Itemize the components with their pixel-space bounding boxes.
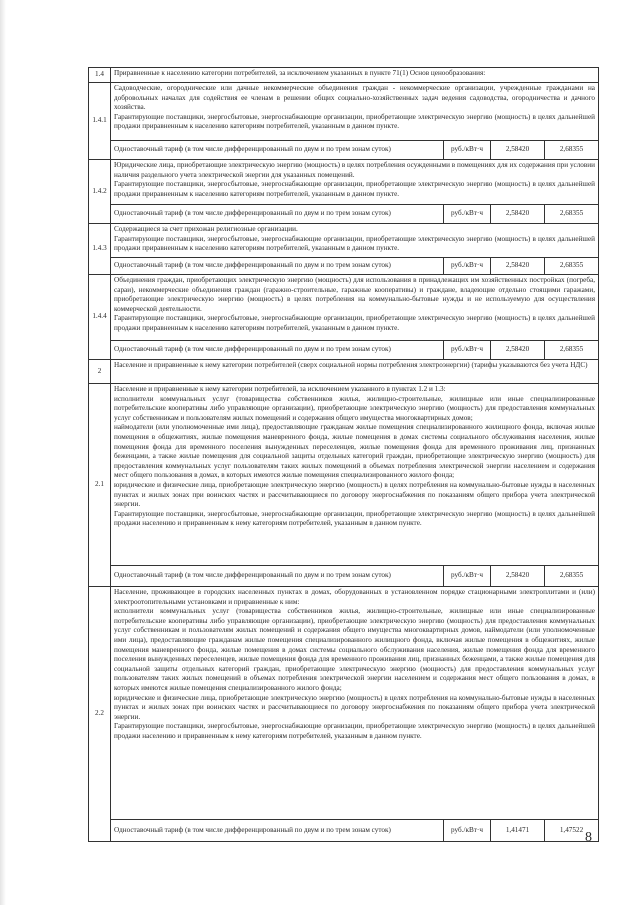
tariff-value-second-half: 2,68355 <box>545 205 599 224</box>
paragraph: наймодатели (или уполномоченные ими лица), предоставляющие гражданам жилые помещения специализированного жилищного фонда, включая жилые помещения в общежитиях, жилые помещения маневренного фонда, жилые помещения в домах системы социального обслуживания населения, жилые помещения фонда для временного поселения вынужденных переселенцев, жилые помещения фонда для временного проживания лиц, признанных беженцами, а также жилые помещения для социальной защиты отдельных категорий граждан, приобретающие электрическую энергию (мощность) для предоставления коммунальных услуг пользователям таких жилых помещений в объемах потребления электрической энергии населением и содержания мест общего пользования в домах, в которых имеются жилые помещения специализированного жилого фонда; <box>114 423 595 480</box>
tariff-unit: руб./кВт·ч <box>444 341 491 360</box>
page-number: 8 <box>585 830 592 845</box>
tariff-unit: руб./кВт·ч <box>444 205 491 224</box>
tariff-label: Одноставочный тариф (в том числе дифференцированный по двум и по трем зонам суток) <box>111 566 444 587</box>
tariff-value-second-half: 2,68355 <box>545 341 599 360</box>
tariff-value-second-half: 2,68355 <box>545 566 599 587</box>
category-description <box>111 160 599 205</box>
category-description-row <box>89 275 599 341</box>
tariff-unit: руб./кВт·ч <box>444 258 491 275</box>
category-description <box>111 224 599 258</box>
section-header-row <box>89 360 599 384</box>
tariff-label: Одноставочный тариф (в том числе дифференцированный по двум и по трем зонам суток) <box>111 820 444 842</box>
row-number: 1.4.1 <box>89 83 111 160</box>
category-description <box>111 275 599 341</box>
paragraph: Садоводческие, огороднические или дачные некоммерческие объединения граждан - некоммерческие организации, учрежденные гражданами на добровольных началах для содействия ее членам в решении общих социально-хозяйственных задач ведения садоводства, огородничества и дачного хозяйства. <box>114 84 595 112</box>
tariff-row <box>89 258 599 275</box>
tariff-value-first-half: 2,58420 <box>491 205 545 224</box>
row-number: 1.4.2 <box>89 160 111 224</box>
paragraph: Гарантирующие поставщики, энергосбытовые, энергоснабжающие организации, приобретающие электрическую энергию (мощность) в целях дальнейшей продажи приравненным к населению категориям потребителей, указанным в данном пункте. <box>114 314 595 332</box>
paragraph: исполнители коммунальных услуг (товарищества собственников жилья, жилищно-строительные, жилищные или иные специализированные потребительские кооперативы либо управляющие организации), приобретающие электрическую энергию (мощность) для предоставления коммунальных услуг собственникам и пользователям жилых помещений и содержания общего имущества многоквартирных домов; <box>114 394 595 422</box>
tariff-label: Одноставочный тариф (в том числе дифференцированный по двум и по трем зонам суток) <box>111 205 444 224</box>
scan-shadow <box>0 0 6 905</box>
category-description-row <box>89 224 599 258</box>
row-number: 1.4 <box>89 68 111 83</box>
category-description <box>111 587 599 820</box>
category-description-row <box>89 587 599 820</box>
category-description-row <box>89 83 599 141</box>
tariff-unit: руб./кВт·ч <box>444 820 491 842</box>
tariff-table <box>88 67 599 842</box>
paragraph: исполнители коммунальных услуг (товарищества собственников жилья, жилищно-строительные, жилищные или иные специализированные потребительские кооперативы либо управляющие организации), приобретающие электрическую энергию (мощность) для предоставления коммунальных услуг собственникам и пользователям жилых помещений и содержания общего имущества многоквартирных домов, наймодатели (или уполномоченные ими лица), предоставляющие гражданам жилые помещения специализированного жилищного фонда, включая жилые помещения в общежитиях, жилые помещения маневренного фонда, жилые помещения в домах системы социального обслуживания населения, жилые помещения фонда для временного поселения вынужденных переселенцев, жилые помещения фонда для временного проживания лиц, признанных беженцами, а также жилые помещения для социальной защиты отдельных категорий граждан, приобретающие электрическую энергию (мощность) для предоставления коммунальных услуг пользователям таких жилых помещений в объемах потребления электрической энергии населением и содержания мест общего пользования в домах, в которых имеются жилые помещения специализированного жилого фонда; <box>114 607 595 692</box>
paragraph: Гарантирующие поставщики, энергосбытовые, энергоснабжающие организации, приобретающие электрическую энергию (мощность) в целях дальнейшей продажи приравненным к населению категориям потребителей, указанным в данном пункте. <box>114 112 595 131</box>
paragraph: Гарантирующие поставщики, энергосбытовые, энергоснабжающие организации, приобретающие электрическую энергию (мощность) в целях дальнейшей продажи приравненным к населению категориям потребителей, указанным в данном пункте. <box>114 234 595 253</box>
row-number: 1.4.3 <box>89 224 111 275</box>
tariff-row <box>89 341 599 360</box>
tariff-value-second-half: 2,68355 <box>545 141 599 160</box>
paragraph: Гарантирующие поставщики, энергосбытовые, энергоснабжающие организации, приобретающие электрическую энергию (мощность) в целях дальнейшей продажи населению и приравненным к нему категориям потребителей, указанным в данном пункте. <box>114 509 595 528</box>
tariff-value-second-half: 2,68355 <box>545 258 599 275</box>
paragraph: Юридические лица, приобретающие электрическую энергию (мощность) в целях потребления осужденными в помещениях для их содержания при условии наличия раздельного учета электрической энергии для указанных помещений. <box>114 161 595 179</box>
paragraph: Население и приравненные к нему категории потребителей, за исключением указанного в пунктах 1.2 и 1.3: <box>114 385 446 393</box>
section-header-row <box>89 68 599 83</box>
tariff-label: Одноставочный тариф (в том числе дифференцированный по двум и по трем зонам суток) <box>111 258 444 275</box>
section-header-text: Население и приравненные к нему категории потребителей (сверх социальной нормы потребления электроэнергии) (тарифы указываются без учета НДС) <box>111 360 599 384</box>
row-number: 2 <box>89 360 111 384</box>
tariff-label: Одноставочный тариф (в том числе дифференцированный по двум и по трем зонам суток) <box>111 341 444 360</box>
row-number: 2.2 <box>89 587 111 842</box>
tariff-value-first-half: 2,58420 <box>491 258 545 275</box>
paragraph: Гарантирующие поставщики, энергосбытовые, энергоснабжающие организации, приобретающие электрическую энергию (мощность) в целях дальнейшей продажи населению и приравненным к нему категориям потребителей, указанным в данном пункте. <box>114 722 595 740</box>
paragraph: юридические и физические лица, приобретающие электрическую энергию (мощность) в целях потребления на коммунально-бытовые нужды в населенных пунктах и жилых зонах при воинских частях и рассчитывающиеся по договору энергоснабжения по показаниям общего прибора учета электрической энергии. <box>114 693 595 721</box>
paragraph: Гарантирующие поставщики, энергосбытовые, энергоснабжающие организации, приобретающие электрическую энергию (мощность) в целях дальнейшей продажи приравненным к населению категориям потребителей, указанным в данном пункте. <box>114 180 595 198</box>
paragraph: Население, проживающее в городских населенных пунктах в домах, оборудованных в установленном порядке стационарными электроплитами и (или) электроотопительными установками и приравненные к ним: <box>114 588 595 606</box>
paragraph: Содержащиеся за счет прихожан религиозные организации. <box>114 225 298 233</box>
row-number: 1.4.4 <box>89 275 111 360</box>
tariff-row <box>89 141 599 160</box>
tariff-value-first-half: 2,58420 <box>491 141 545 160</box>
tariff-row <box>89 205 599 224</box>
tariff-value-first-half: 2,58420 <box>491 566 545 587</box>
paragraph: юридические и физические лица, приобретающие электрическую энергию (мощность) в целях потребления на коммунально-бытовые нужды в населенных пунктах и жилых зонах при воинских частях и рассчитывающиеся по договору энергоснабжения по показаниям общего прибора учета электрической энергии. <box>114 480 595 509</box>
category-description <box>111 83 599 141</box>
tariff-row <box>89 566 599 587</box>
category-description-row <box>89 160 599 205</box>
section-header-text: Приравненные к населению категории потребителей, за исключением указанных в пункте 71(1) Основ ценообразования: <box>111 68 599 83</box>
row-number: 2.1 <box>89 384 111 587</box>
tariff-value-first-half: 2,58420 <box>491 341 545 360</box>
paragraph: Объединения граждан, приобретающих электрическую энергию (мощность) для использования в принадлежащих им хозяйственных постройках (погреба, сараи), некоммерческие объединения граждан (гаражно-строительные, гаражные кооперативы) и граждане, владеющие отдельно стоящими гаражами, приобретающие электрическую энергию (мощность) в целях потребления на коммунально-бытовые нужды и не используемую для осуществления коммерческой деятельности. <box>114 276 595 313</box>
tariff-value-first-half: 1,41471 <box>491 820 545 842</box>
tariff-row <box>89 820 599 842</box>
tariff-label: Одноставочный тариф (в том числе дифференцированный по двум и по трем зонам суток) <box>111 141 444 160</box>
tariff-value-second-half: 1,47522 <box>545 820 599 842</box>
tariff-unit: руб./кВт·ч <box>444 141 491 160</box>
category-description <box>111 384 599 566</box>
category-description-row <box>89 384 599 566</box>
tariff-unit: руб./кВт·ч <box>444 566 491 587</box>
